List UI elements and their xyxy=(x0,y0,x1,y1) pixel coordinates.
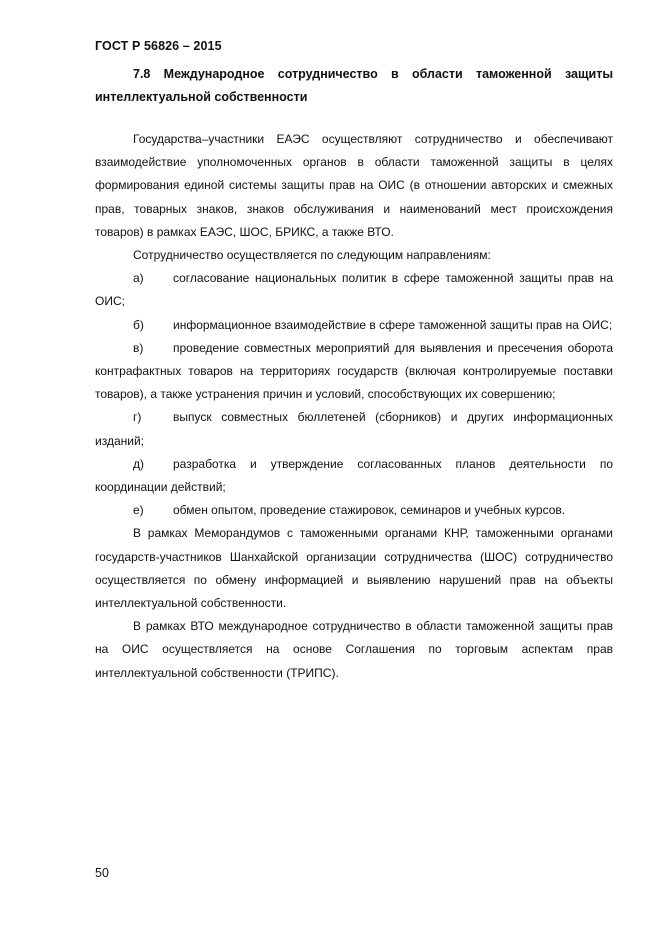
list-item-text: информационное взаимодействие в сфере таможенной защиты прав на ОИС; xyxy=(173,317,613,332)
paragraph: Сотрудничество осуществляется по следующим направлениям: xyxy=(133,248,491,263)
list-marker: е) xyxy=(133,503,144,518)
list-item xyxy=(95,406,613,452)
page-number: 50 xyxy=(95,866,109,880)
list-marker: д) xyxy=(133,456,144,471)
list-item-text: выпуск совместных бюллетеней (сборников) и других информационных изданий; xyxy=(95,410,613,448)
list-item xyxy=(95,314,613,337)
document-header: ГОСТ Р 56826 – 2015 xyxy=(95,39,222,53)
list-marker: в) xyxy=(133,340,144,355)
list-item-text: согласование национальных политик в сфере таможенной защиты прав на ОИС; xyxy=(95,271,613,309)
list-item xyxy=(95,453,613,499)
list-marker: а) xyxy=(133,271,144,286)
list-item-text: проведение совместных мероприятий для выявления и пресечения оборота контрафактных товаров на территориях государств (включая контролируемые поставки товаров), а также устранения причин и условий, способствующих их совершению; xyxy=(95,340,613,402)
list-marker: б) xyxy=(133,317,144,332)
paragraph: В рамках Меморандумов с таможенными органами КНР, таможенными органами государств-участников Шанхайской организации сотрудничества (ШОС) сотрудничество осуществляется по обмену информацией и выявлению нарушений прав на объекты интеллектуальной собственности. xyxy=(95,526,613,611)
list-item xyxy=(95,337,613,407)
list-marker: г) xyxy=(133,410,142,425)
list-item xyxy=(95,267,613,313)
section-title: 7.8 Международное сотрудничество в области таможенной защиты интеллектуальной собственности xyxy=(95,67,613,104)
list-item xyxy=(95,499,613,522)
document-body xyxy=(95,128,613,685)
paragraph: В рамках ВТО международное сотрудничество в области таможенной защиты прав на ОИС осуществляется на основе Соглашения по торговым аспектам прав интеллектуальной собственности (ТРИПС). xyxy=(95,619,613,680)
paragraph: Государства–участники ЕАЭС осуществляют сотрудничество и обеспечивают взаимодействие уполномоченных органов в области таможенной защиты в целях формирования единой системы защиты прав на ОИС (в отношении авторских и смежных прав, товарных знаков, знаков обслуживания и наименований мест происхождения товаров) в рамках ЕАЭС, ШОС, БРИКС, а также ВТО. xyxy=(95,132,613,239)
list-item-text: разработка и утверждение согласованных планов деятельности по координации действий; xyxy=(95,456,613,495)
list-item-text: обмен опытом, проведение стажировок, семинаров и учебных курсов. xyxy=(173,503,566,518)
